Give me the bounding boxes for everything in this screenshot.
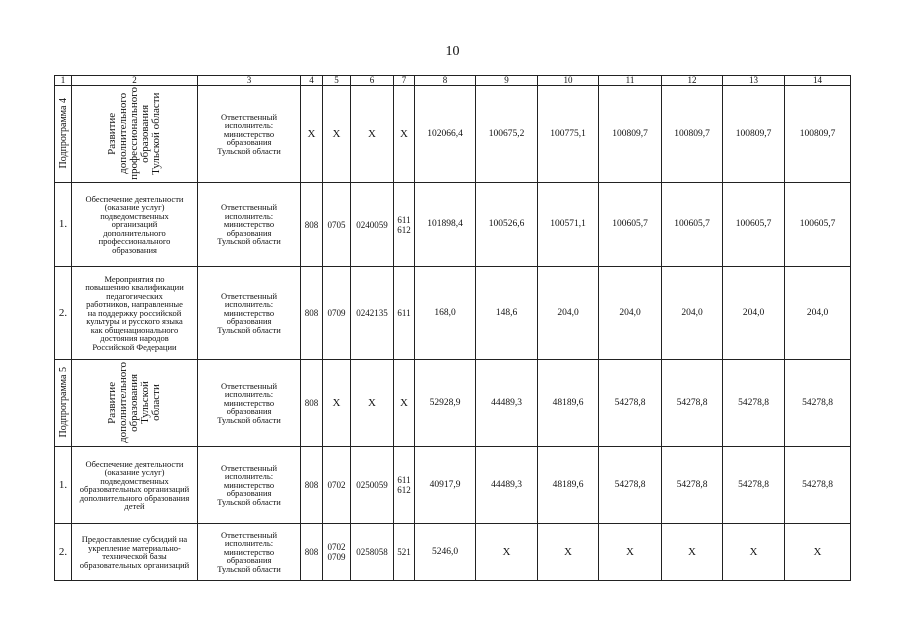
cell-c8: 5246,0 [415,524,476,581]
cell-c14: 100605,7 [785,183,851,267]
column-number: 11 [599,76,662,86]
column-number: 9 [476,76,538,86]
cell-c8: 101898,4 [415,183,476,267]
cell-c9: 44489,3 [476,447,538,524]
cell-c9: 148,6 [476,267,538,360]
column-number: 10 [538,76,599,86]
name-cell: Обеспечение деятельности (оказание услуг) подведомственных образовательных организаций дополнительного образования детей [72,447,198,524]
cell-c13: X [723,524,785,581]
cell-c4: 808 [301,524,323,581]
program-cell [55,86,72,183]
cell-c13: 100605,7 [723,183,785,267]
cell-c13: 100809,7 [723,86,785,183]
cell-c5: 0702 [323,447,351,524]
cell-c7: X [394,360,415,447]
table-row [55,360,851,447]
cell-c14: 100809,7 [785,86,851,183]
name-cell: Обеспечение деятельности (оказание услуг) подведомственных организаций дополнительного профессионального образования [72,183,198,267]
cell-c9: 100526,6 [476,183,538,267]
table-row [55,183,851,267]
cell-c11: X [599,524,662,581]
cell-c8: 52928,9 [415,360,476,447]
cell-c6: 0240059 [351,183,394,267]
row-index: 1. [55,183,72,267]
program-name: Развитие дополнительного образования Тульской области [106,361,162,443]
executor-cell: Ответственный исполнитель: министерство образования Тульской области [198,447,301,524]
cell-c10: 48189,6 [538,360,599,447]
table-row [55,267,851,360]
cell-c10: 100571,1 [538,183,599,267]
column-number: 2 [72,76,198,86]
program-label: Подпрограмма 5 [57,367,69,438]
cell-c11: 54278,8 [599,447,662,524]
cell-c12: 54278,8 [662,447,723,524]
column-number: 7 [394,76,415,86]
cell-c14: 54278,8 [785,360,851,447]
program-name: Развитие дополнительного профессионального образования Тульской области [106,86,162,180]
cell-c6: 0250059 [351,447,394,524]
cell-c4: 808 [301,183,323,267]
cell-c4: 808 [301,360,323,447]
cell-c13: 54278,8 [723,360,785,447]
cell-c4: 808 [301,447,323,524]
cell-c14: 54278,8 [785,447,851,524]
executor-cell: Ответственный исполнитель: министерство образования Тульской области [198,86,301,183]
column-number: 14 [785,76,851,86]
cell-c9: 44489,3 [476,360,538,447]
name-cell: Предоставление субсидий на укрепление материально- технической базы образовательных организаций [72,524,198,581]
column-number-row [55,76,851,86]
cell-c10: 48189,6 [538,447,599,524]
table-row [55,447,851,524]
cell-c7: X [394,86,415,183]
cell-c12: 204,0 [662,267,723,360]
column-number: 4 [301,76,323,86]
cell-c4: X [301,86,323,183]
cell-c11: 54278,8 [599,360,662,447]
cell-c12: X [662,524,723,581]
name-cell [72,360,198,447]
cell-c6: 0242135 [351,267,394,360]
column-number: 8 [415,76,476,86]
cell-c10: X [538,524,599,581]
column-number: 13 [723,76,785,86]
table-row [55,86,851,183]
cell-c13: 204,0 [723,267,785,360]
cell-c12: 100605,7 [662,183,723,267]
cell-c7: 611 [394,267,415,360]
cell-c11: 100809,7 [599,86,662,183]
cell-c7: 611 612 [394,447,415,524]
cell-c7: 521 [394,524,415,581]
name-cell [72,86,198,183]
executor-cell: Ответственный исполнитель: министерство образования Тульской области [198,267,301,360]
cell-c9: X [476,524,538,581]
cell-c4: 808 [301,267,323,360]
cell-c10: 204,0 [538,267,599,360]
program-cell [55,360,72,447]
cell-c7: 611 612 [394,183,415,267]
cell-c11: 204,0 [599,267,662,360]
cell-c11: 100605,7 [599,183,662,267]
program-label: Подпрограмма 4 [57,98,69,169]
row-index: 2. [55,267,72,360]
cell-c8: 40917,9 [415,447,476,524]
executor-cell: Ответственный исполнитель: министерство образования Тульской области [198,183,301,267]
column-number: 5 [323,76,351,86]
cell-c14: 204,0 [785,267,851,360]
executor-cell: Ответственный исполнитель: министерство образования Тульской области [198,360,301,447]
cell-c8: 168,0 [415,267,476,360]
row-index: 1. [55,447,72,524]
cell-c10: 100775,1 [538,86,599,183]
column-number: 12 [662,76,723,86]
cell-c8: 102066,4 [415,86,476,183]
row-index: 2. [55,524,72,581]
cell-c13: 54278,8 [723,447,785,524]
cell-c6: X [351,86,394,183]
cell-c5: 0705 [323,183,351,267]
cell-c5: 0709 [323,267,351,360]
name-cell: Мероприятия по повышению квалификации педагогических работников, направленные на поддержку российской культуры и русского языка как общенационального достояния народов Российской Федерации [72,267,198,360]
cell-c12: 100809,7 [662,86,723,183]
cell-c12: 54278,8 [662,360,723,447]
executor-cell: Ответственный исполнитель: министерство образования Тульской области [198,524,301,581]
column-number: 3 [198,76,301,86]
cell-c5: 0702 0709 [323,524,351,581]
table-row [55,524,851,581]
cell-c5: X [323,360,351,447]
budget-table [54,75,851,581]
column-number: 6 [351,76,394,86]
cell-c5: X [323,86,351,183]
cell-c6: 0258058 [351,524,394,581]
page-number: 10 [445,44,460,59]
column-number: 1 [55,76,72,86]
cell-c9: 100675,2 [476,86,538,183]
cell-c14: X [785,524,851,581]
cell-c6: X [351,360,394,447]
